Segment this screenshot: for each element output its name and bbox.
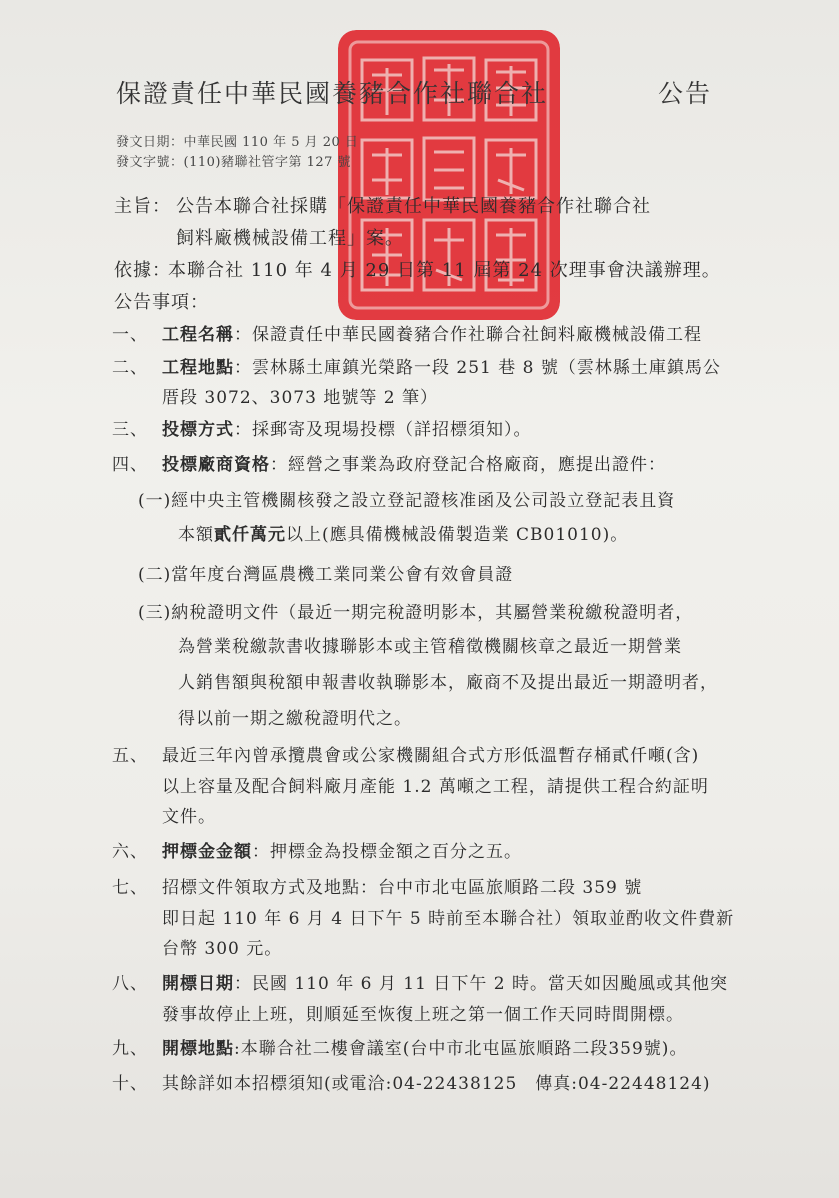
- item-text: 招標文件領取方式及地點：台中市北屯區旅順路二段 359 號: [162, 878, 643, 898]
- item-text: ：雲林縣土庫鎮光榮路一段 251 巷 8 號（雲林縣土庫鎮馬公: [234, 358, 721, 378]
- item-text: ：採郵寄及現場投標（詳招標須知）。: [234, 420, 532, 440]
- item-label: 開標地點: [162, 1039, 234, 1059]
- item-number: 六、: [112, 842, 148, 862]
- item-row: [162, 415, 532, 440]
- item-text-continued: 發事故停止上班，則順延至恢復上班之第一個工作天同時間開標。: [162, 1005, 684, 1025]
- basis-text: 本聯合社 110 年 4 月 29 日第 11 屆第 24 次理事會決議辦理。: [168, 260, 721, 281]
- item-label: 投標廠商資格: [162, 455, 270, 475]
- organization-title: 保證責任中華民國養豬合作社聯合社: [116, 79, 549, 108]
- subject-label: 主旨：: [114, 196, 171, 217]
- item-text: 其餘詳如本招標須知(或電洽:04-22438125 傳真:04-22448124): [162, 1074, 711, 1094]
- sub-item-text: 得以前一期之繳稅證明代之。: [178, 709, 412, 729]
- sub-item-text: (一)經中央主管機關核發之設立登記證核准函及公司設立登記表且資: [138, 491, 676, 511]
- item-text: 最近三年內曾承攬農會或公家機關組合式方形低溫暫存桶貳仟噸(含): [162, 746, 700, 766]
- item-text-continued: 台幣 300 元。: [162, 939, 283, 959]
- item-number: 五、: [112, 746, 148, 766]
- text-span: 本額: [178, 525, 214, 545]
- item-number: 十、: [112, 1074, 148, 1094]
- item-text-continued: 以上容量及配合飼料廠月產能 1.2 萬噸之工程，請提供工程合約証明: [162, 777, 709, 797]
- item-text: ：民國 110 年 6 月 11 日下午 2 時。當天如因颱風或其他突: [234, 974, 728, 994]
- item-text: :本聯合社二樓會議室(台中市北屯區旅順路二段359號)。: [234, 1039, 688, 1059]
- item-row: [162, 320, 702, 345]
- issue-date: 發文日期：中華民國 110 年 5 月 20 日: [116, 135, 359, 150]
- item-text-continued: 厝段 3072、3073 地號等 2 筆）: [162, 388, 438, 408]
- item-row: [162, 969, 728, 994]
- item-row: [162, 450, 666, 475]
- item-row: [162, 1034, 687, 1059]
- item-row: [162, 837, 522, 862]
- document-number: 發文字號：(110)豬聯社管字第 127 號: [116, 155, 352, 170]
- item-number: 四、: [112, 455, 148, 475]
- item-number: 九、: [112, 1039, 148, 1059]
- item-text: ：保證責任中華民國養豬合作社聯合社飼料廠機械設備工程: [234, 325, 702, 345]
- sub-item-text: 人銷售額與稅額申報書收執聯影本，廠商不及提出最近一期證明者，: [178, 673, 718, 693]
- announcement-label: 公告: [658, 79, 713, 108]
- item-text: ：押標金為投標金額之百分之五。: [252, 842, 522, 862]
- text-span: 以上(應具備機械設備製造業 CB01010)。: [286, 525, 629, 545]
- sub-item-text: (三)納稅證明文件（最近一期完稅證明影本，其屬營業稅繳稅證明者，: [138, 603, 694, 623]
- item-number: 七、: [112, 878, 148, 898]
- basis-label: 依據：: [114, 260, 171, 281]
- sub-item-text: 為營業稅繳款書收據聯影本或主管稽徵機關核章之最近一期營業: [178, 637, 682, 657]
- item-row: [162, 353, 721, 378]
- item-number: 二、: [112, 358, 148, 378]
- subject-line-1: 公告本聯合社採購「保證責任中華民國養豬合作社聯合社: [176, 196, 651, 217]
- item-number: 三、: [112, 420, 148, 440]
- subject-line-2: 飼料廠機械設備工程」案。: [176, 228, 404, 249]
- item-text-continued: 即日起 110 年 6 月 4 日下午 5 時前至本聯合社）領取並酌收文件費新: [162, 909, 735, 929]
- item-number: 八、: [112, 974, 148, 994]
- item-label: 工程名稱: [162, 325, 234, 345]
- item-label: 開標日期: [162, 974, 234, 994]
- item-text-continued: 文件。: [162, 807, 216, 827]
- notice-heading: 公告事項：: [114, 292, 209, 313]
- item-label: 押標金金額: [162, 842, 252, 862]
- sub-item-text: [178, 520, 628, 545]
- item-text: ：經營之事業為政府登記合格廠商，應提出證件：: [270, 455, 666, 475]
- item-label: 工程地點: [162, 358, 234, 378]
- item-label: 投標方式: [162, 420, 234, 440]
- amount-bold: 貳仟萬元: [214, 525, 286, 545]
- sub-item-text: (二)當年度台灣區農機工業同業公會有效會員證: [138, 565, 514, 585]
- item-number: 一、: [112, 325, 148, 345]
